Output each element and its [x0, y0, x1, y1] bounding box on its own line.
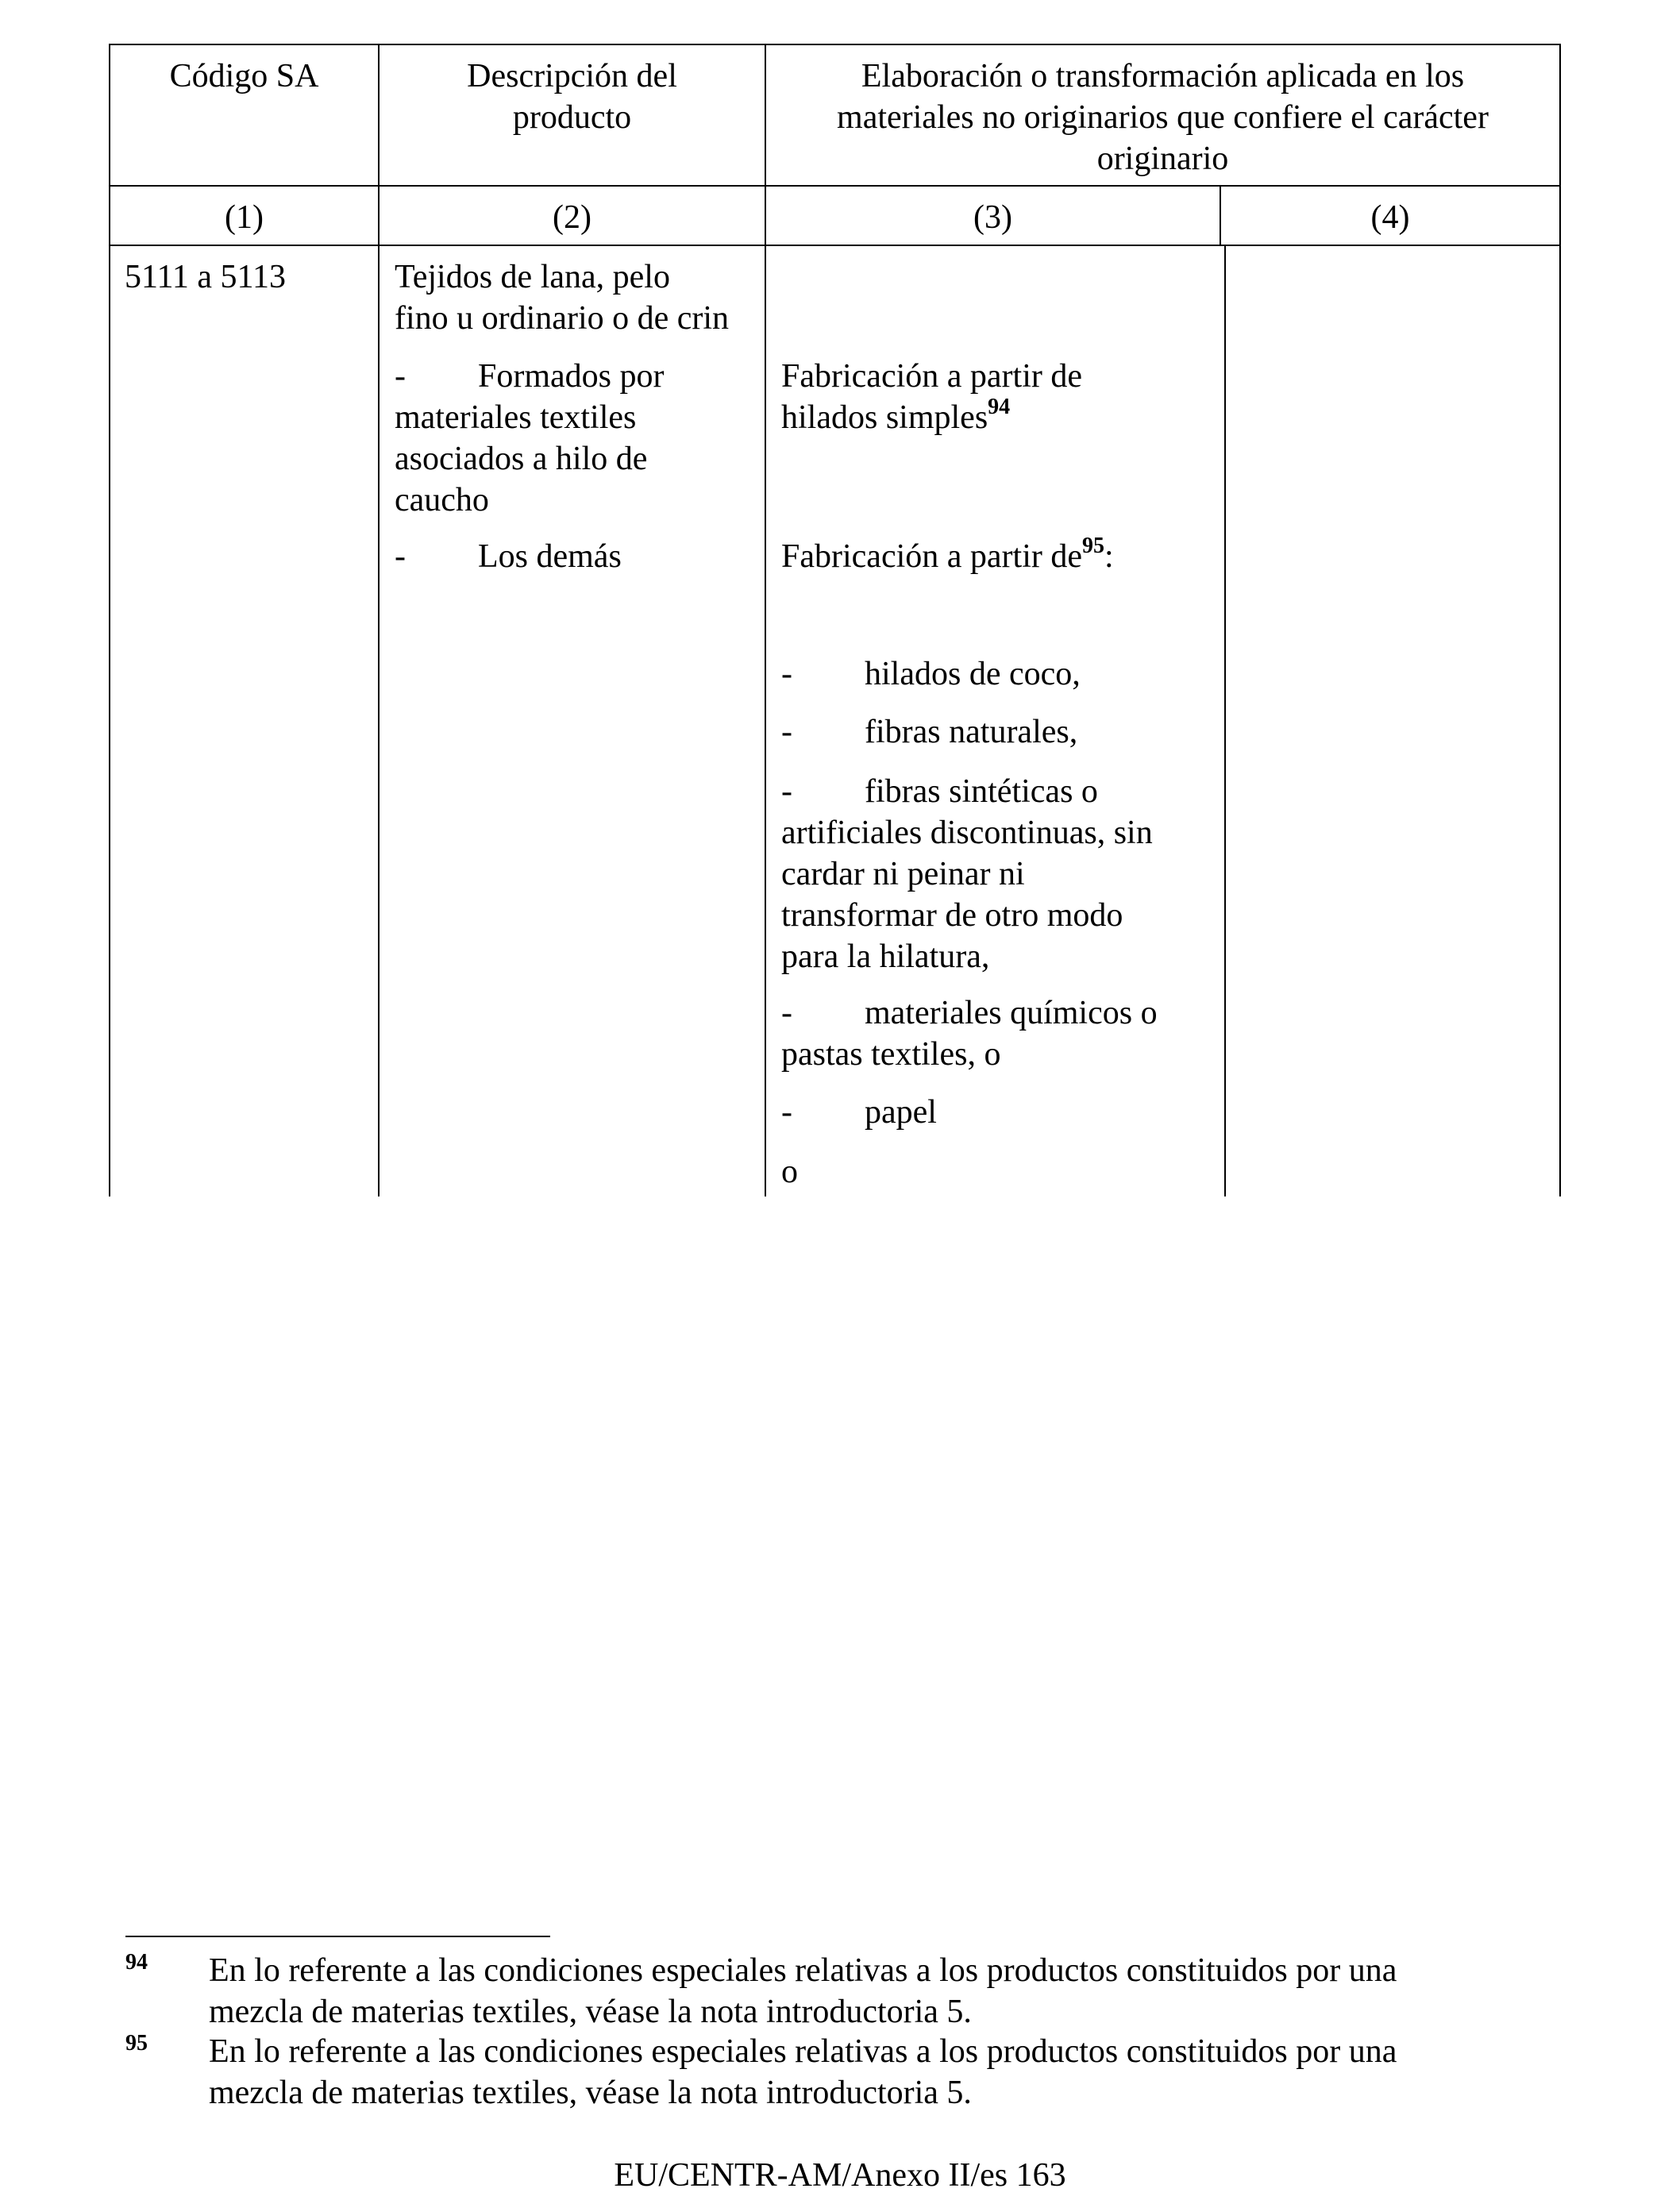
material-item — [781, 771, 1218, 977]
material-line: papel — [865, 1094, 937, 1131]
footnote-number: 94 — [125, 1950, 148, 1975]
header-processing-line: Elaboración o transformación aplicada en los — [861, 58, 1465, 94]
table-top-border — [109, 44, 1561, 45]
footnote-text — [209, 2031, 1582, 2113]
rule-line: Fabricación a partir de — [781, 358, 1082, 395]
rule-suffix: : — [1104, 538, 1114, 575]
footnote-ref: 95 — [1081, 534, 1104, 558]
footnote-text — [209, 1950, 1582, 2033]
footnote-line: mezcla de materias textiles, véase la nota introductoria 5. — [209, 1994, 972, 2030]
row-description-title — [395, 256, 760, 339]
material-line: artificiales discontinuas, sin — [781, 815, 1153, 851]
rule-simple-yarns — [781, 356, 1218, 442]
bullet-dash: - — [781, 1094, 792, 1131]
header-processing-line: materiales no originarios que confiere el carácter — [837, 99, 1489, 136]
column-number-1: (1) — [225, 199, 264, 236]
description-title-line: fino u ordinario o de crin — [395, 300, 730, 337]
material-item — [781, 992, 1218, 1075]
header-bottom-border — [109, 185, 1561, 187]
column-number-3: (3) — [973, 199, 1012, 236]
bullet-dash: - — [781, 656, 792, 692]
numbers-bottom-border — [109, 245, 1561, 246]
bullet-dash: - — [781, 714, 792, 750]
material-item — [781, 1092, 1218, 1133]
header-processing — [766, 56, 1559, 179]
bullet-dash: - — [781, 995, 792, 1031]
rule-manufacture-from — [781, 536, 1218, 581]
footnote-line: mezcla de materias textiles, véase la nota introductoria 5. — [209, 2075, 972, 2111]
footnote-line: En lo referente a las condiciones especiales relativas a los productos constituidos por una — [209, 1952, 1397, 1989]
rule-line: hilados simples — [781, 399, 988, 436]
rule-text: Fabricación a partir de — [781, 538, 1082, 575]
bullet-dash: - — [395, 358, 406, 395]
sub-item-line: Formados por — [478, 358, 665, 395]
header-processing-line: originario — [1096, 141, 1229, 177]
material-item — [781, 711, 1218, 753]
footnote-number: 95 — [125, 2031, 148, 2056]
bullet-dash: - — [781, 773, 792, 810]
sub-item-text: Los demás — [478, 538, 622, 575]
footnote-ref: 94 — [988, 395, 1011, 419]
row-sub-item-rubber — [395, 356, 760, 521]
table-right-border — [1559, 44, 1561, 1196]
description-title-line: Tejidos de lana, pelo — [395, 259, 670, 295]
column-number-4: (4) — [1370, 199, 1410, 236]
page-footer: EU/CENTR-AM/Anexo II/es 163 — [614, 2157, 1066, 2194]
sub-item-line: asociados a hilo de — [395, 441, 648, 477]
header-code: Código SA — [169, 58, 319, 94]
material-line: materiales químicos o — [865, 995, 1158, 1031]
bullet-dash: - — [395, 538, 406, 575]
material-line: hilados de coco, — [865, 656, 1081, 692]
material-line: transformar de otro modo — [781, 897, 1123, 934]
header-description-line: Descripción del — [467, 58, 677, 94]
material-item — [781, 653, 1218, 695]
header-description-line: producto — [512, 99, 632, 136]
sub-item-line: caucho — [395, 482, 489, 518]
footnote-line: En lo referente a las condiciones especiales relativas a los productos constituidos por una — [209, 2033, 1397, 2070]
material-line: cardar ni peinar ni — [781, 856, 1025, 892]
trailing-conjunction: o — [781, 1154, 798, 1190]
col-divider-3-4 — [1224, 245, 1226, 1196]
footnote-separator — [125, 1936, 550, 1937]
material-line: fibras sintéticas o — [865, 773, 1098, 810]
sub-item-line: materiales textiles — [395, 399, 637, 436]
material-line: fibras naturales, — [865, 714, 1078, 750]
header-description — [380, 56, 765, 138]
material-line: pastas textiles, o — [781, 1036, 1001, 1073]
row-code: 5111 a 5113 — [125, 259, 286, 295]
column-number-2: (2) — [553, 199, 591, 236]
material-line: para la hilatura, — [781, 938, 990, 975]
row-sub-item-others — [395, 536, 760, 577]
